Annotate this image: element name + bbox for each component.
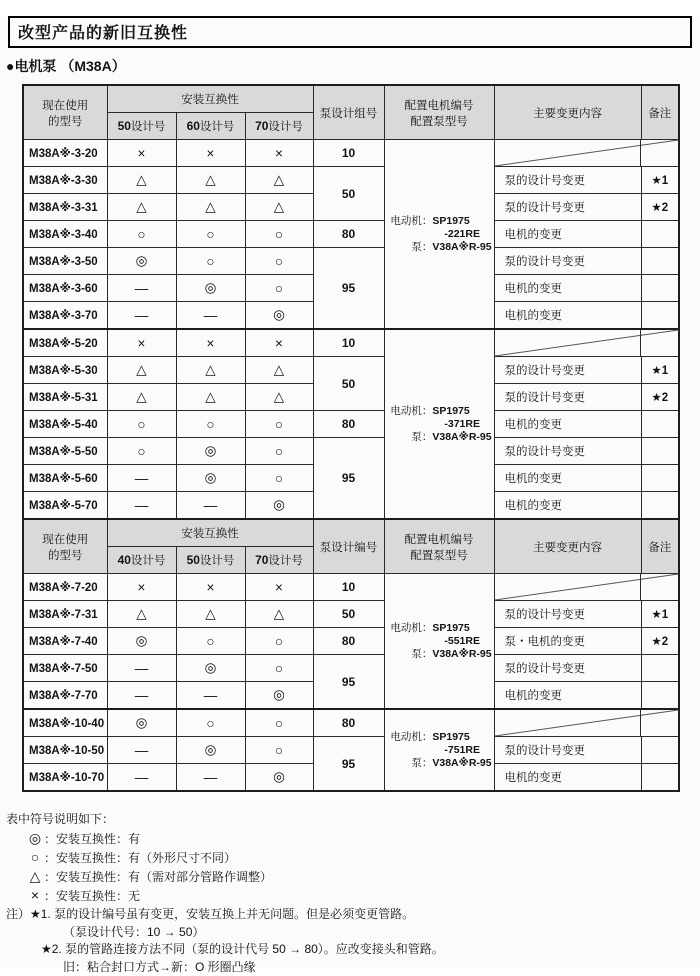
group-cell: 50 — [313, 167, 384, 221]
diagonal-cell — [494, 329, 679, 357]
compat-cell: — — [107, 275, 176, 302]
compat-cell: ◎ — [176, 737, 245, 764]
compat-cell: △ — [107, 384, 176, 411]
change-cell: 泵的设计号变更 — [494, 737, 641, 764]
change-cell: 泵的设计号变更 — [494, 438, 641, 465]
compat-cell: ○ — [176, 628, 245, 655]
compat-cell: — — [176, 764, 245, 792]
table-row — [23, 329, 679, 357]
compat-cell: ◎ — [245, 764, 313, 792]
legend-item: △ ：安装互换性：有（需对部分管路作调整） — [26, 867, 700, 886]
note-cell — [641, 248, 679, 275]
header-change: 主要变更内容 — [494, 519, 641, 574]
config-cell: 电动机：SP1975 -751RE 泵：V38A※R-95 — [384, 709, 494, 791]
note-cell — [641, 492, 679, 520]
table-row — [23, 140, 679, 167]
diagonal-cell — [494, 709, 679, 737]
compatibility-table — [22, 84, 680, 792]
header-compat: 安装互换性 — [107, 85, 313, 113]
model-cell: M38A※-3-31 — [23, 194, 107, 221]
note-line: ★2. 泵的管路连接方法不同（泵的设计代号 50 → 80）。应改变接头和管路。 — [41, 941, 700, 959]
legend-intro: 表中符号说明如下： — [6, 810, 700, 828]
change-cell: 电机的变更 — [494, 302, 641, 330]
compat-cell: — — [107, 302, 176, 330]
change-cell: 泵的设计号变更 — [494, 194, 641, 221]
compat-cell: △ — [176, 384, 245, 411]
change-cell: 泵的设计号变更 — [494, 384, 641, 411]
note-cell — [641, 411, 679, 438]
compat-cell: ◎ — [107, 248, 176, 275]
note-cell — [641, 438, 679, 465]
model-cell: M38A※-7-31 — [23, 601, 107, 628]
change-cell: 泵的设计号变更 — [494, 248, 641, 275]
header-config: 配置电机编号 配置泵型号 — [384, 519, 494, 574]
compat-cell: × — [176, 140, 245, 167]
group-cell: 10 — [313, 329, 384, 357]
model-cell: M38A※-3-30 — [23, 167, 107, 194]
compat-cell: ○ — [245, 737, 313, 764]
compat-cell: △ — [176, 601, 245, 628]
compat-cell: ◎ — [107, 709, 176, 737]
note-cell — [641, 221, 679, 248]
diagonal-cell — [494, 140, 679, 167]
compat-cell: × — [245, 574, 313, 601]
compat-cell: ○ — [245, 709, 313, 737]
change-cell: 泵的设计号变更 — [494, 357, 641, 384]
change-cell: 电机的变更 — [494, 492, 641, 520]
header-design-3: 70设计号 — [245, 113, 313, 140]
compat-cell: — — [107, 737, 176, 764]
header-design-1: 40设计号 — [107, 547, 176, 574]
table-row — [23, 709, 679, 737]
change-cell: 电机的变更 — [494, 221, 641, 248]
compat-cell: △ — [107, 194, 176, 221]
header-group: 泵设计编号 — [313, 519, 384, 574]
model-cell: M38A※-10-70 — [23, 764, 107, 792]
compat-cell: ◎ — [176, 655, 245, 682]
compat-cell: △ — [245, 167, 313, 194]
note-cell: ★1 — [641, 357, 679, 384]
group-cell: 95 — [313, 248, 384, 330]
compat-cell: ○ — [245, 655, 313, 682]
compat-cell: ○ — [176, 248, 245, 275]
compat-cell: ○ — [245, 438, 313, 465]
header-design-3: 70设计号 — [245, 547, 313, 574]
group-cell: 95 — [313, 737, 384, 792]
model-cell: M38A※-10-40 — [23, 709, 107, 737]
note-cell — [641, 275, 679, 302]
legend-item: × ：安装互换性：无 — [26, 886, 700, 905]
group-cell: 80 — [313, 709, 384, 737]
compat-cell: △ — [176, 194, 245, 221]
compat-cell: △ — [107, 601, 176, 628]
note-cell — [641, 682, 679, 710]
change-cell: 泵的设计号变更 — [494, 655, 641, 682]
group-cell: 95 — [313, 438, 384, 520]
compat-cell: ○ — [245, 411, 313, 438]
circle-icon: ○ — [26, 848, 44, 866]
header-change: 主要变更内容 — [494, 85, 641, 140]
document-page — [0, 16, 700, 968]
table-row — [23, 737, 679, 764]
triangle-icon: △ — [26, 867, 44, 885]
table-row — [23, 167, 679, 194]
compat-cell: × — [107, 574, 176, 601]
compat-cell: △ — [245, 384, 313, 411]
compat-cell: △ — [176, 357, 245, 384]
note-cell — [641, 302, 679, 330]
compat-cell: ○ — [176, 221, 245, 248]
diagonal-cell — [494, 574, 679, 601]
compat-cell: ◎ — [245, 682, 313, 710]
header-design-2: 60设计号 — [176, 113, 245, 140]
compat-cell: △ — [245, 357, 313, 384]
model-cell: M38A※-10-50 — [23, 737, 107, 764]
symbol-legend — [6, 810, 700, 905]
compat-cell: — — [107, 655, 176, 682]
model-cell: M38A※-3-50 — [23, 248, 107, 275]
model-cell: M38A※-5-30 — [23, 357, 107, 384]
model-cell: M38A※-7-40 — [23, 628, 107, 655]
header-compat: 安装互换性 — [107, 519, 313, 547]
legend-item: ◎ ：安装互换性：有 — [26, 829, 700, 848]
note-cell: ★1 — [641, 601, 679, 628]
config-cell: 电动机：SP1975 -551RE 泵：V38A※R-95 — [384, 574, 494, 710]
compat-cell: ○ — [245, 275, 313, 302]
change-cell: 泵的设计号变更 — [494, 167, 641, 194]
page-title: 改型产品的新旧互换性 — [8, 16, 692, 48]
header-model: 现在使用 的型号 — [23, 85, 107, 140]
compat-cell: ○ — [245, 221, 313, 248]
note-line: 注）★1. 泵的设计编号虽有变更，安装互换上并无问题。但是必须变更管路。 — [6, 906, 700, 924]
model-cell: M38A※-7-20 — [23, 574, 107, 601]
header-row — [23, 519, 679, 547]
legend-item: ○ ：安装互换性：有（外形尺寸不同） — [26, 848, 700, 867]
group-cell: 10 — [313, 140, 384, 167]
model-cell: M38A※-3-40 — [23, 221, 107, 248]
table-row — [23, 357, 679, 384]
compat-cell: × — [245, 140, 313, 167]
model-cell: M38A※-5-60 — [23, 465, 107, 492]
table-row — [23, 601, 679, 628]
model-cell: M38A※-5-40 — [23, 411, 107, 438]
header-config: 配置电机编号 配置泵型号 — [384, 85, 494, 140]
header-model: 现在使用 的型号 — [23, 519, 107, 574]
compat-cell: ○ — [245, 248, 313, 275]
header-design-1: 50设计号 — [107, 113, 176, 140]
group-cell: 80 — [313, 628, 384, 655]
model-cell: M38A※-3-70 — [23, 302, 107, 330]
header-design-2: 50设计号 — [176, 547, 245, 574]
header-note: 备注 — [641, 519, 679, 574]
model-cell: M38A※-5-20 — [23, 329, 107, 357]
table-row — [23, 574, 679, 601]
compat-cell: — — [107, 682, 176, 710]
model-cell: M38A※-5-31 — [23, 384, 107, 411]
compat-cell: × — [107, 140, 176, 167]
change-cell: 电机的变更 — [494, 764, 641, 792]
section-title: ●电机泵 （M38A） — [6, 56, 700, 76]
compat-cell: ◎ — [176, 465, 245, 492]
note-cell — [641, 764, 679, 792]
group-cell: 50 — [313, 601, 384, 628]
compat-cell: ◎ — [245, 302, 313, 330]
table-row — [23, 411, 679, 438]
header-row — [23, 85, 679, 113]
compat-cell: △ — [107, 167, 176, 194]
table-row — [23, 655, 679, 682]
note-cell — [641, 737, 679, 764]
compat-cell: △ — [245, 601, 313, 628]
compat-cell: ○ — [245, 628, 313, 655]
compat-cell: ○ — [107, 438, 176, 465]
table-row — [23, 438, 679, 465]
note-cell: ★2 — [641, 194, 679, 221]
config-cell: 电动机：SP1975 -371RE 泵：V38A※R-95 — [384, 329, 494, 519]
compat-cell: ○ — [245, 465, 313, 492]
note-line: 旧：粘合封口方式→新：O 形圈凸缘 — [63, 959, 700, 976]
cross-icon: × — [26, 886, 44, 904]
compat-cell: ◎ — [176, 275, 245, 302]
table-row — [23, 628, 679, 655]
compat-cell: — — [107, 465, 176, 492]
model-cell: M38A※-7-50 — [23, 655, 107, 682]
compat-cell: ◎ — [107, 628, 176, 655]
compat-cell: — — [176, 302, 245, 330]
footnotes — [6, 906, 700, 976]
model-cell: M38A※-5-70 — [23, 492, 107, 520]
compat-cell: — — [176, 492, 245, 520]
config-cell: 电动机：SP1975 -221RE 泵：V38A※R-95 — [384, 140, 494, 330]
model-cell: M38A※-7-70 — [23, 682, 107, 710]
note-line: （泵设计代号：10 → 50） — [63, 924, 700, 942]
group-cell: 10 — [313, 574, 384, 601]
compat-cell: — — [107, 764, 176, 792]
note-cell: ★1 — [641, 167, 679, 194]
compat-cell: × — [176, 574, 245, 601]
change-cell: 电机的变更 — [494, 465, 641, 492]
change-cell: 电机的变更 — [494, 275, 641, 302]
compat-cell: × — [107, 329, 176, 357]
compat-cell: ◎ — [176, 438, 245, 465]
compat-cell: — — [176, 682, 245, 710]
model-cell: M38A※-3-60 — [23, 275, 107, 302]
change-cell: 泵的设计号变更 — [494, 601, 641, 628]
note-cell: ★2 — [641, 628, 679, 655]
change-cell: 泵・电机的变更 — [494, 628, 641, 655]
table-row — [23, 221, 679, 248]
header-note: 备注 — [641, 85, 679, 140]
group-cell: 80 — [313, 221, 384, 248]
compat-cell: × — [176, 329, 245, 357]
compat-cell: ○ — [176, 411, 245, 438]
compat-cell: ○ — [107, 411, 176, 438]
compat-cell: △ — [245, 194, 313, 221]
note-cell — [641, 465, 679, 492]
change-cell: 电机的变更 — [494, 682, 641, 710]
double-circle-icon: ◎ — [26, 829, 44, 847]
change-cell: 电机的变更 — [494, 411, 641, 438]
compat-cell: ○ — [176, 709, 245, 737]
group-cell: 50 — [313, 357, 384, 411]
table-row — [23, 248, 679, 275]
compat-cell: ○ — [107, 221, 176, 248]
note-cell: ★2 — [641, 384, 679, 411]
group-cell: 80 — [313, 411, 384, 438]
compat-cell: △ — [107, 357, 176, 384]
group-cell: 95 — [313, 655, 384, 710]
compat-cell: — — [107, 492, 176, 520]
model-cell: M38A※-5-50 — [23, 438, 107, 465]
model-cell: M38A※-3-20 — [23, 140, 107, 167]
compat-cell: △ — [176, 167, 245, 194]
compat-cell: × — [245, 329, 313, 357]
note-cell — [641, 655, 679, 682]
header-group: 泵设计组号 — [313, 85, 384, 140]
compat-cell: ◎ — [245, 492, 313, 520]
